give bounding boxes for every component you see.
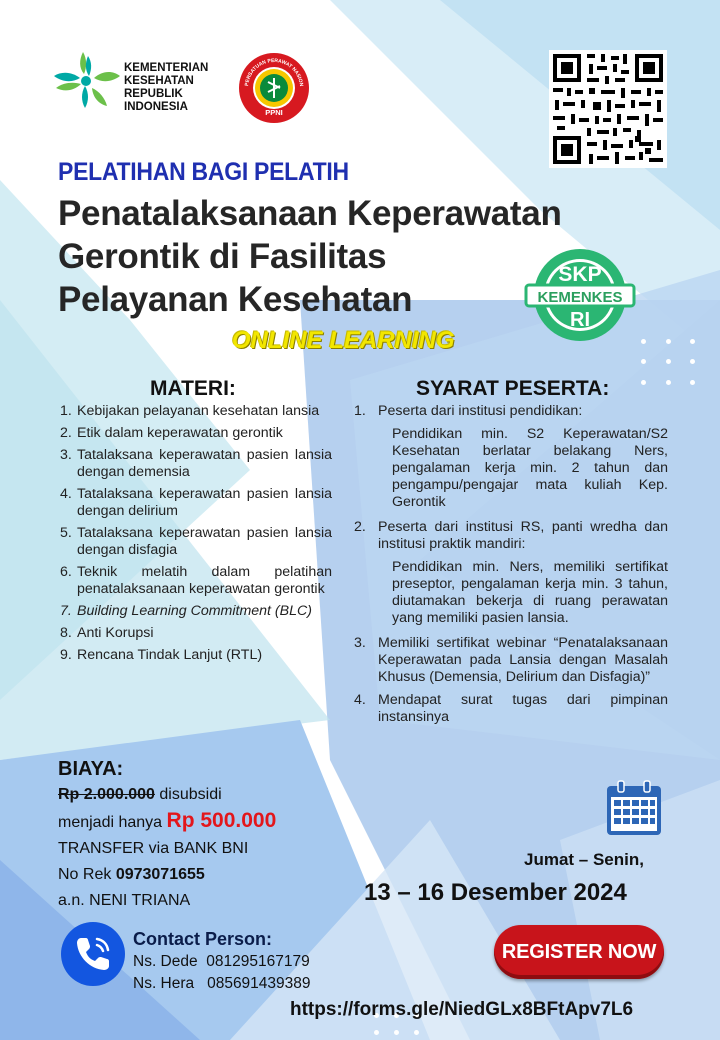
syarat-list <box>354 403 668 732</box>
syarat-heading: SYARAT PESERTA: <box>416 377 610 400</box>
materi-item-text: Teknik melatih dalam pelatihan penatalaksanaan keperawatan gerontik <box>77 564 332 597</box>
subsidy-text: disubsidi <box>159 786 222 803</box>
contact-heading: Contact Person: <box>133 929 273 949</box>
syarat-item-text: Mendapat surat tugas dari pimpinan instansinya <box>378 692 668 725</box>
schedule-days: Jumat – Senin, <box>524 850 644 869</box>
decor-dot <box>641 339 646 344</box>
ministry-name <box>124 62 208 114</box>
ministry-line: INDONESIA <box>124 101 188 113</box>
ministry-line: KESEHATAN <box>124 75 194 87</box>
decor-dot <box>374 1030 379 1035</box>
decor-dot <box>690 359 695 364</box>
skp-middle-text: KEMENKES <box>537 289 623 306</box>
training-title <box>58 192 562 321</box>
contact-phone[interactable]: 081295167179 <box>206 953 310 970</box>
contact-person <box>133 951 311 973</box>
contact-name: Ns. Dede <box>133 953 198 970</box>
decor-dot <box>690 380 695 385</box>
decor-dot <box>690 339 695 344</box>
kemenkes-logo <box>52 48 122 110</box>
register-button[interactable]: REGISTER NOW <box>494 925 664 979</box>
materi-item-text: Kebijakan pelayanan kesehatan lansia <box>77 403 320 419</box>
schedule-dates: 13 – 16 Desember 2024 <box>364 879 627 906</box>
decor-dot <box>641 380 646 385</box>
materi-item: 6. Teknik melatih dalam pelatihan penatalaksanaan keperawatan gerontik <box>60 564 332 597</box>
decor-dot <box>414 1030 419 1035</box>
discount-price: Rp 500.000 <box>166 809 277 832</box>
calendar-icon <box>605 779 663 837</box>
materi-item-text: Anti Korupsi <box>77 625 154 641</box>
original-price: Rp 2.000.000 <box>58 786 155 803</box>
phone-icon <box>60 921 126 987</box>
materi-item: 8. Anti Korupsi <box>60 625 332 642</box>
materi-item-text: Rencana Tindak Lanjut (RTL) <box>77 647 263 663</box>
biaya-heading: BIAYA: <box>58 758 124 780</box>
title-line: Gerontik di Fasilitas <box>58 237 387 276</box>
decor-dot <box>394 1030 399 1035</box>
decor-dot <box>666 339 671 344</box>
materi-item: 1. Kebijakan pelayanan kesehatan lansia <box>60 403 332 420</box>
ppni-arc-text: PERSATUAN PERAWAT NASION <box>244 57 304 87</box>
syarat-item-text: Peserta dari institusi RS, panti wredha dan institusi praktik mandiri: <box>378 519 668 552</box>
only-text: menjadi hanya <box>58 814 163 831</box>
contact-person <box>133 973 311 995</box>
delivery-mode: ONLINE LEARNING <box>232 327 455 354</box>
materi-item: 9. Rencana Tindak Lanjut (RTL) <box>60 647 332 664</box>
contact-phone[interactable]: 085691439389 <box>207 975 311 992</box>
materi-item-text: Etik dalam keperawatan gerontik <box>77 425 283 441</box>
contact-name: Ns. Hera <box>133 975 195 992</box>
materi-item-text: Building Learning Commitment (BLC) <box>77 603 312 619</box>
syarat-item-text: Memiliki sertifikat webinar “Penatalaksanaan Keperawatan pada Lansia dengan Masalah Khusus (Demensia, Delirium dan Disfagia)” <box>378 635 668 685</box>
title-line: Penatalaksanaan Keperawatan <box>58 194 562 233</box>
rek-label: No Rek <box>58 866 112 883</box>
materi-item: 3. Tatalaksana keperawatan pasien lansia dengan demensia <box>60 447 332 480</box>
rek-number: 0973071655 <box>115 866 205 883</box>
syarat-item: 4. Mendapat surat tugas dari pimpinan instansinya <box>354 692 668 725</box>
biaya-details <box>58 782 276 914</box>
syarat-detail: Pendidikan min. Ners, memiliki sertifikat preseptor, pengalaman kerja min. 3 tahun, diutamakan bekerja di ruang perawatan yang memiliki pasien lansia. <box>392 559 668 626</box>
title-line: Pelayanan Kesehatan <box>58 280 413 319</box>
syarat-item: 1. Peserta dari institusi pendidikan: <box>354 403 668 420</box>
ppni-label: PPNI <box>265 108 283 117</box>
registration-link[interactable]: https://forms.gle/NiedGLx8BFtApv7L6 <box>290 999 634 1020</box>
materi-item: 4. Tatalaksana keperawatan pasien lansia dengan delirium <box>60 486 332 519</box>
training-subtitle: PELATIHAN BAGI PELATIH <box>58 158 349 186</box>
ministry-line: KEMENTERIAN <box>124 62 209 74</box>
ppni-logo <box>238 52 310 124</box>
materi-item-text: Tatalaksana keperawatan pasien lansia dengan disfagia <box>77 525 332 558</box>
ministry-line: REPUBLIK <box>124 88 183 100</box>
account-name: a.n. NENI TRIANA <box>58 892 191 909</box>
contact-list <box>133 951 311 995</box>
materi-item: 5. Tatalaksana keperawatan pasien lansia dengan disfagia <box>60 525 332 558</box>
decor-dot <box>641 359 646 364</box>
syarat-item-text: Peserta dari institusi pendidikan: <box>378 403 583 419</box>
decor-dot <box>666 380 671 385</box>
skp-top-text: SKP <box>558 263 602 286</box>
skp-bottom-text: RI <box>570 309 590 331</box>
materi-item: 2. Etik dalam keperawatan gerontik <box>60 425 332 442</box>
materi-item-text: Tatalaksana keperawatan pasien lansia dengan demensia <box>77 447 332 480</box>
syarat-item: 3. Memiliki sertifikat webinar “Penatalaksanaan Keperawatan pada Lansia dengan Masalah Khusus (Demensia, Delirium dan Disfagia)” <box>354 635 668 685</box>
materi-item: 7. Building Learning Commitment (BLC) <box>60 603 332 620</box>
syarat-detail: Pendidikan min. S2 Keperawatan/S2 Kesehatan berlatar belakang Ners, pengalaman kerja min. 2 tahun dan pengampu/pengajar mata kuliah Kep. Gerontik <box>392 426 668 510</box>
qr-code[interactable] <box>549 50 667 168</box>
decor-dot <box>666 359 671 364</box>
materi-heading: MATERI: <box>150 377 236 400</box>
materi-list <box>60 403 332 669</box>
skp-kemenkes-badge <box>522 247 638 343</box>
materi-item-text: Tatalaksana keperawatan pasien lansia dengan delirium <box>77 486 332 519</box>
transfer-info: TRANSFER via BANK BNI <box>58 840 249 857</box>
syarat-item: 2. Peserta dari institusi RS, panti wredha dan institusi praktik mandiri: <box>354 519 668 552</box>
